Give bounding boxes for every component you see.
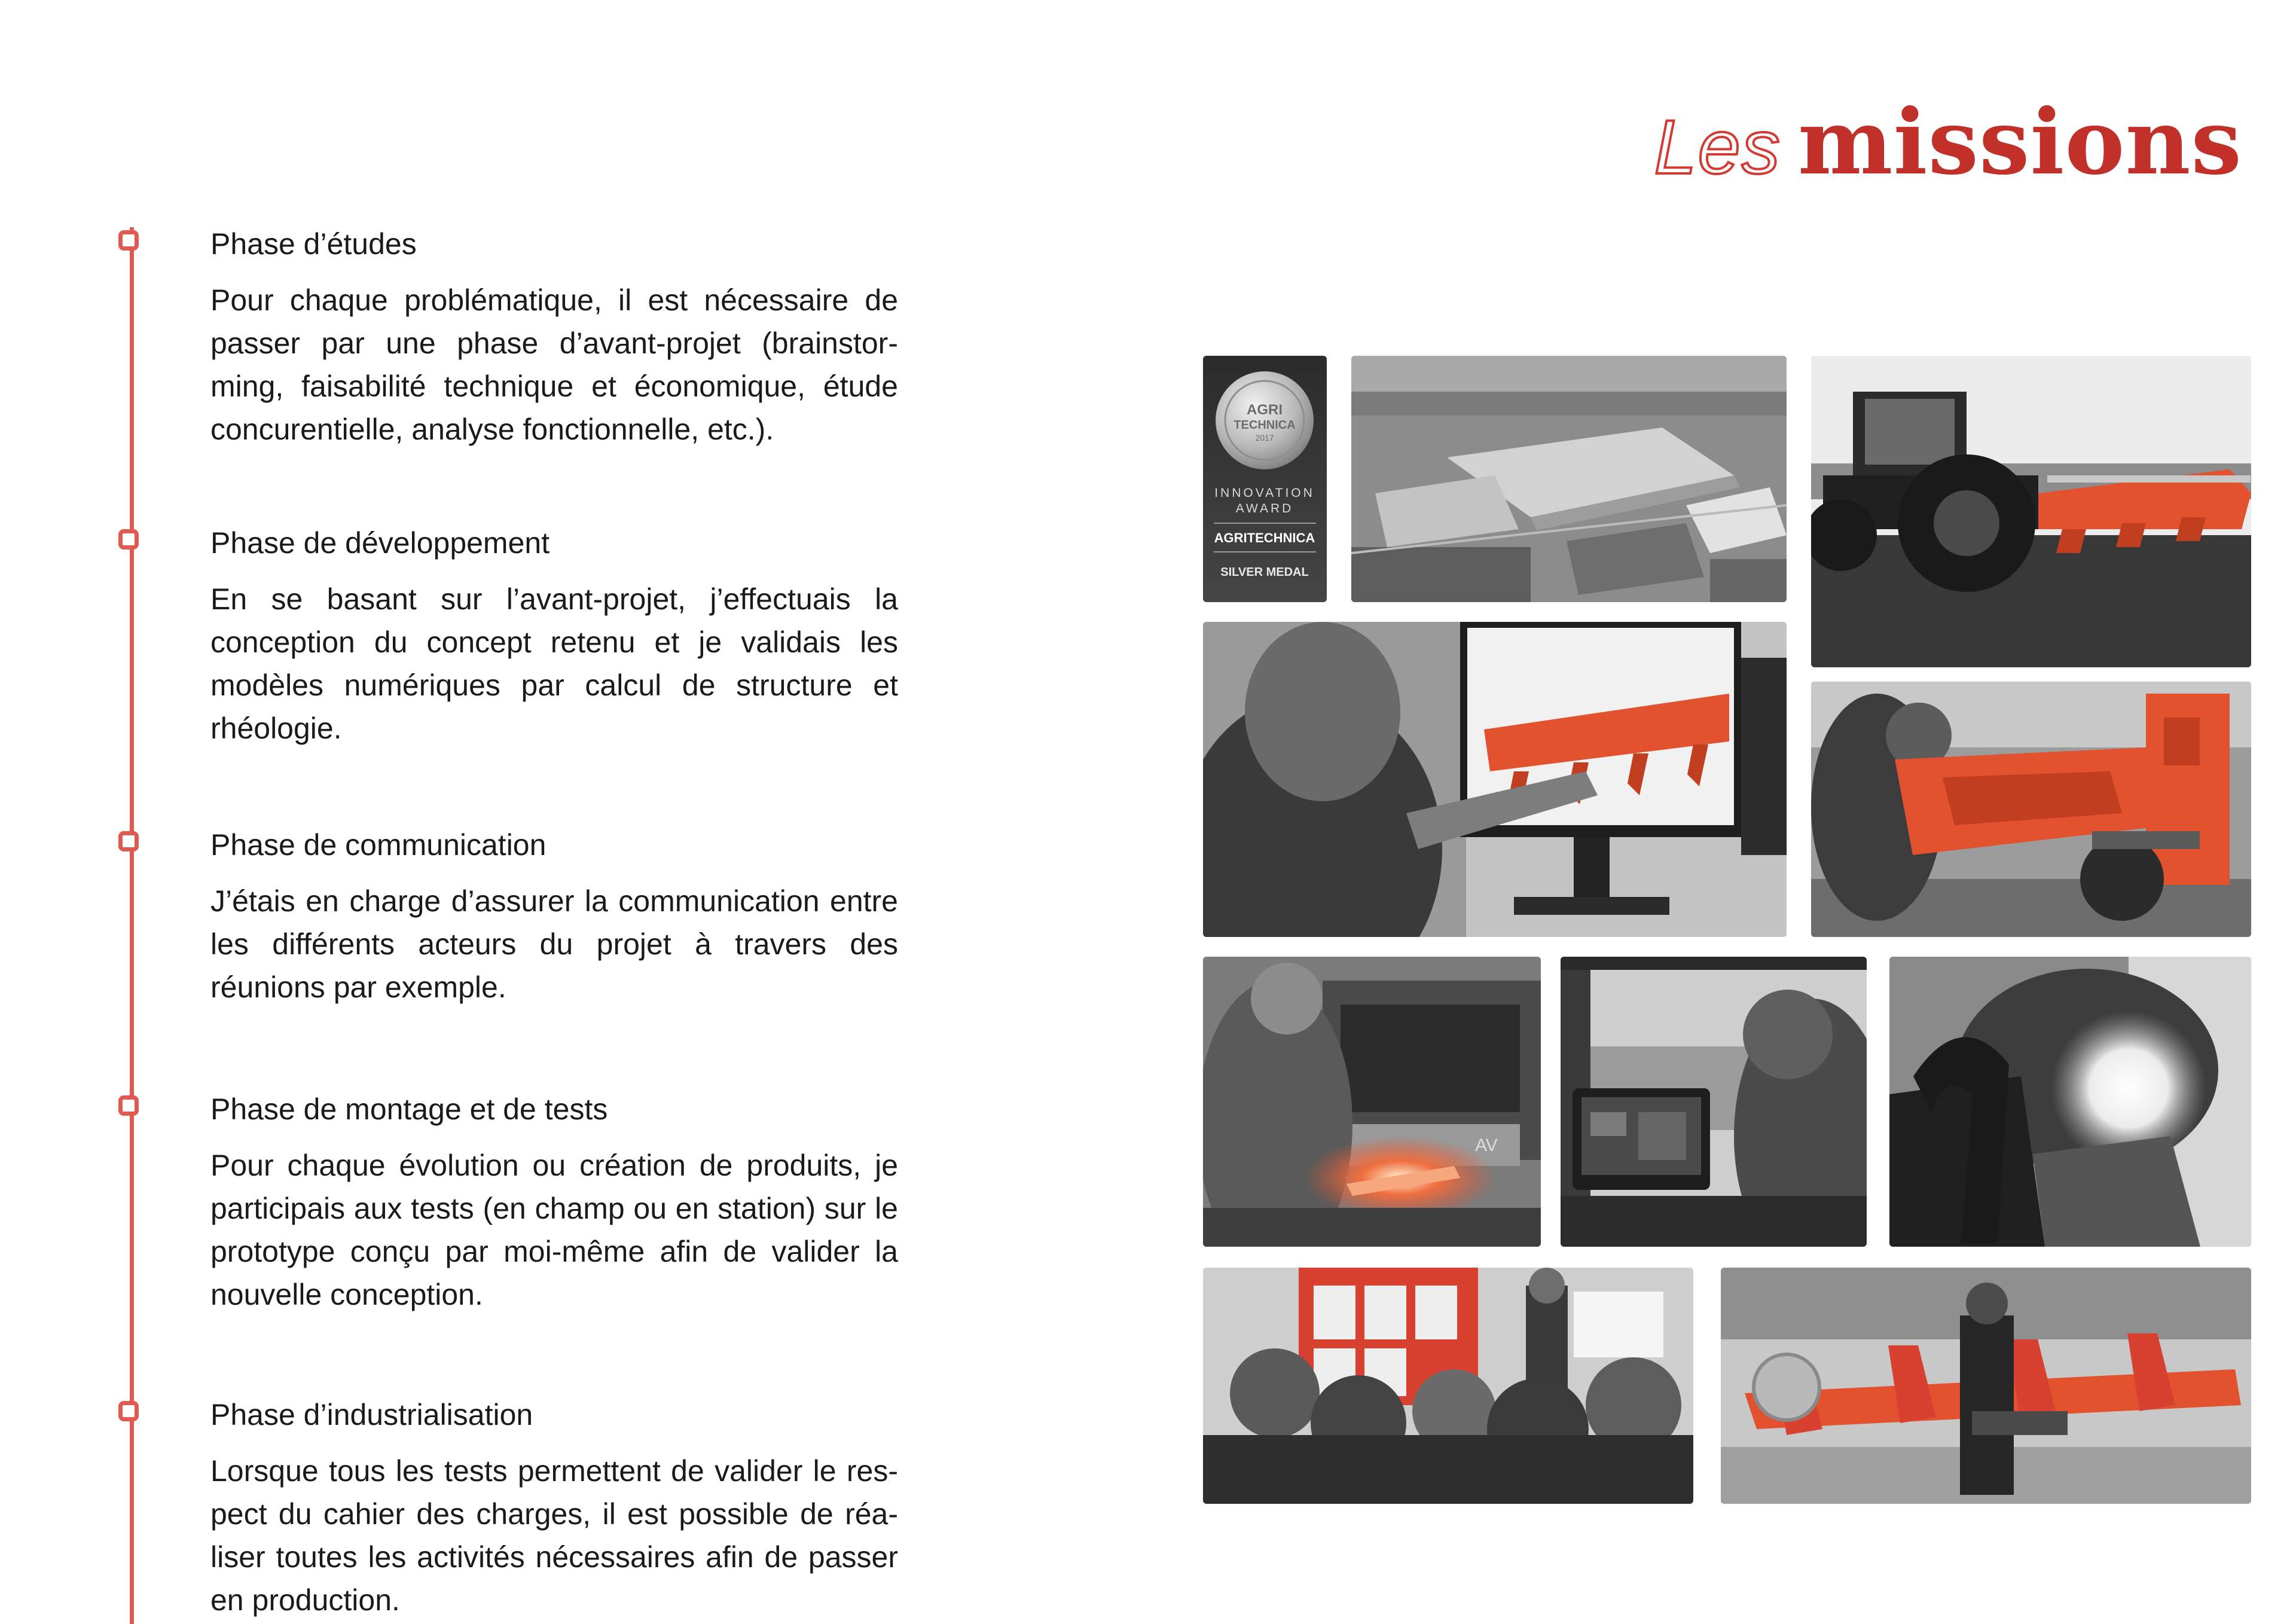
phase-description: J’étais en charge d’assurer la communication entre les différents acteurs du projet à travers des réunions par exemple. (210, 884, 898, 1004)
phase-etudes (210, 226, 898, 451)
assembly-photo (1811, 682, 2251, 937)
phase-developpement (210, 525, 898, 750)
phase-title: Phase de montage et de tests (210, 1092, 608, 1126)
medal-text-2: TECHNICA (1234, 419, 1296, 432)
tractor-plough-photo (1811, 356, 2251, 667)
page-title-light: Les (1654, 105, 1781, 190)
phase-description: Lorsque tous les tests permettent de valider le res-pect du cahier des charges, il est possible de réa-liser toutes les activités nécessaires afin de passer en production. (210, 1454, 898, 1617)
tractor-cab-photo (1561, 957, 1867, 1247)
page-title-bold: missions (1797, 90, 2242, 195)
phase-title: Phase de développement (210, 526, 550, 560)
cad-design-photo (1203, 622, 1787, 937)
phase-communication (210, 827, 898, 1009)
timeline-node-icon (118, 230, 139, 251)
press-label: AV (1475, 1135, 1498, 1155)
phase-title: Phase d’industrialisation (210, 1398, 533, 1431)
timeline-node-icon (118, 1401, 139, 1421)
phase-title: Phase d’études (210, 227, 417, 261)
award-badge-image (1203, 356, 1327, 602)
phase-montage-tests (210, 1091, 898, 1316)
award-medal: SILVER MEDAL (1220, 566, 1309, 579)
timeline-node-icon (118, 529, 139, 550)
factory-aerial-photo (1351, 356, 1787, 602)
phase-description: Pour chaque évolution ou création de produits, je participais aux tests (en champ ou en station) sur le prototype conçu par moi-même afin de valider la nouvelle conception. (210, 1149, 898, 1311)
medal-text-1: AGRI (1247, 402, 1283, 418)
timeline-node-icon (118, 1095, 139, 1116)
medal-year: 2017 (1255, 433, 1274, 442)
award-line2: AWARD (1235, 502, 1294, 515)
welding-photo (1889, 957, 2251, 1247)
phase-description: Pour chaque problématique, il est nécessaire de passer par une phase d’avant-projet (brainstor-ming, faisabilité technique et économique, étude concurentielle, analyse fonctionnelle, etc.). (210, 283, 898, 446)
award-badge-graphic (1203, 356, 1327, 602)
award-brand: AGRITECHNICA (1214, 530, 1315, 545)
award-line1: INNOVATION (1214, 486, 1315, 500)
plough-demo-photo (1721, 1268, 2251, 1504)
training-session-photo (1203, 1268, 1693, 1504)
forging-press-photo (1203, 957, 1541, 1247)
phase-industrialisation (210, 1397, 898, 1622)
page-title (1654, 90, 2242, 195)
timeline-node-icon (118, 831, 139, 851)
phase-title: Phase de communication (210, 828, 546, 862)
phase-description: En se basant sur l’avant-projet, j’effectuais la conception du concept retenu et je validais les modèles numériques par calcul de structure et rhéologie. (210, 582, 898, 745)
